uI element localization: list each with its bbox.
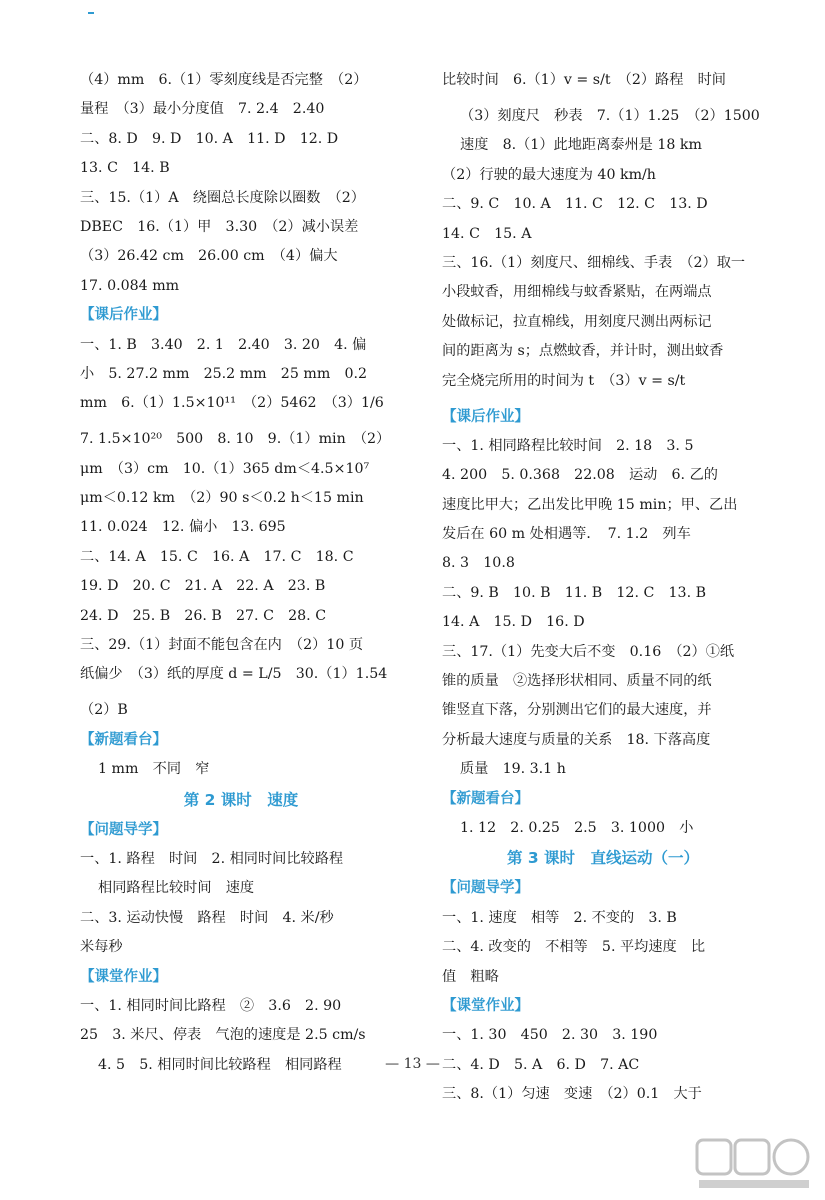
answer-line: 19. D 20. C 21. A 22. A 23. B (80, 578, 326, 595)
section-header: 【问题导学】 (442, 880, 529, 897)
answer-line: 17. 0.084 mm (80, 277, 180, 294)
answer-line: 一、1. 相同时间比路程 ② 3.6 2. 90 (80, 997, 342, 1014)
answer-line: 4. 200 5. 0.368 22.08 运动 6. 乙的 (442, 467, 718, 484)
page-number: — 13 — (385, 1056, 440, 1072)
answer-line: 二、4. 改变的 不相等 5. 平均速度 比 (442, 939, 706, 956)
answer-line: 8. 3 10.8 (442, 555, 515, 572)
answer-line: 米每秒 (80, 939, 123, 956)
answer-line: 值 粗略 (442, 968, 499, 985)
answer-line: 速度 8.（1）此地距离泰州是 18 km (460, 137, 702, 154)
answer-line: 二、9. C 10. A 11. C 12. C 13. D (442, 196, 708, 213)
answer-line: 处做标记，拉直棉线，用刻度尺测出两标记 (442, 313, 712, 330)
answer-line: 7. 1.5×10²⁰ 500 8. 10 9.（1）min （2） (80, 431, 391, 448)
answer-line: 14. C 15. A (442, 225, 532, 242)
answer-line: （3）26.42 cm 26.00 cm （4）偏大 (80, 248, 338, 265)
answer-line: 三、29.（1）封面不能包含在内 （2）10 页 (80, 637, 364, 654)
answer-line: DBEC 16.（1）甲 3.30 （2）减小误差 (80, 218, 359, 235)
answer-line: 一、1. 路程 时间 2. 相同时间比较路程 (80, 850, 344, 867)
section-header: 【问题导学】 (80, 821, 167, 838)
answer-line: 三、16.（1）刻度尺、细棉线、手表 （2）取一 (442, 254, 746, 271)
section-header: 【课堂作业】 (80, 968, 167, 985)
answer-line: 14. A 15. D 16. D (442, 614, 585, 631)
section-header: 【新题看台】 (80, 731, 167, 748)
top-mark (88, 12, 94, 14)
answer-line: （2）行驶的最大速度为 40 km/h (442, 166, 656, 183)
answer-line: 1 mm 不同 窄 (98, 761, 210, 778)
left-column (80, 70, 402, 1084)
section-header: 【新题看台】 (442, 790, 529, 807)
answer-line: （3）刻度尺 秒表 7.（1）1.25 （2）1500 (460, 108, 760, 124)
answer-line: 一、1. 30 450 2. 30 3. 190 (442, 1027, 658, 1044)
section-header: 【课堂作业】 (442, 997, 529, 1014)
answer-line: （2）B (80, 702, 128, 719)
answer-line: 发后在 60 m 处相遇等． 7. 1.2 列车 (442, 526, 691, 543)
answer-line: μm＜0.12 km （2）90 s＜0.2 h＜15 min (80, 490, 364, 507)
answer-line: 相同路程比较时间 速度 (98, 880, 255, 897)
answer-line: mm 6.（1）1.5×10¹¹ （2）5462 （3）1/6 (80, 395, 384, 412)
answer-line: 比较时间 6.（1）v = s/t （2）路程 时间 (442, 72, 726, 88)
answer-line: （4）mm 6.（1）零刻度线是否完整 （2） (80, 72, 368, 88)
answer-line: 锥竖直下落，分别测出它们的最大速度，并 (442, 702, 712, 719)
answer-line: 间的距离为 s；点燃蚊香，并计时，测出蚊香 (442, 343, 724, 360)
answer-line: 二、9. B 10. B 11. B 12. C 13. B (442, 584, 707, 601)
answer-line: 速度比甲大；乙出发比甲晚 15 min；甲、乙出 (442, 496, 738, 513)
lesson-title: 第 3 课时 直线运动（一） (506, 849, 700, 868)
answer-line: 二、3. 运动快慢 路程 时间 4. 米/秒 (80, 909, 334, 926)
answer-line: 三、17.（1）先变大后不变 0.16 （2）①纸 (442, 643, 735, 660)
answer-line: 一、1. 速度 相等 2. 不变的 3. B (442, 909, 677, 926)
answer-line: 4. 5 5. 相同时间比较路程 相同路程 (98, 1056, 342, 1073)
answer-line: 三、15.（1）A 绕圈总长度除以圈数 （2） (80, 189, 365, 206)
answer-line: 二、8. D 9. D 10. A 11. D 12. D (80, 130, 339, 147)
answer-line: 二、14. A 15. C 16. A 17. C 18. C (80, 548, 354, 565)
answer-line: 二、4. D 5. A 6. D 7. AC (442, 1056, 640, 1073)
answer-line: 一、1. B 3.40 2. 1 2.40 3. 20 4. 偏 (80, 336, 367, 353)
answer-line: 1. 12 2. 0.25 2.5 3. 1000 小 (460, 819, 694, 836)
lesson-title: 第 2 课时 速度 (183, 790, 299, 809)
answer-line: 三、8.（1）匀速 变速 （2）0.1 大于 (442, 1086, 702, 1103)
answer-line: 11. 0.024 12. 偏小 13. 695 (80, 519, 286, 536)
answer-line: 小段蚊香，用细棉线与蚊香紧贴，在两端点 (442, 284, 712, 301)
answer-line: 一、1. 相同路程比较时间 2. 18 3. 5 (442, 437, 694, 454)
section-header: 【课后作业】 (80, 307, 167, 324)
answer-line: 13. C 14. B (80, 160, 170, 177)
answer-line: 质量 19. 3.1 h (460, 761, 566, 778)
answer-line: 量程 （3）最小分度值 7. 2.4 2.40 (80, 101, 325, 118)
section-header: 【课后作业】 (442, 408, 529, 425)
right-column (442, 70, 764, 1114)
answer-line: 小 5. 27.2 mm 25.2 mm 25 mm 0.2 (80, 365, 368, 382)
answer-line: 纸偏少 （3）纸的厚度 d = L/5 30.（1）1.54 (80, 666, 388, 683)
answer-line: 分析最大速度与质量的关系 18. 下落高度 (442, 731, 711, 748)
answer-line: 25 3. 米尺、停表 气泡的速度是 2.5 cm/s (80, 1027, 366, 1044)
watermark-logo (695, 1134, 813, 1192)
answer-line: 完全烧完所用的时间为 t （3）v = s/t (442, 372, 686, 389)
answer-line: 24. D 25. B 26. B 27. C 28. C (80, 607, 327, 624)
answer-line: 锥的质量 ②选择形状相同、质量不同的纸 (442, 673, 712, 690)
answer-line: μm （3）cm 10.（1）365 dm＜4.5×10⁷ (80, 460, 370, 477)
